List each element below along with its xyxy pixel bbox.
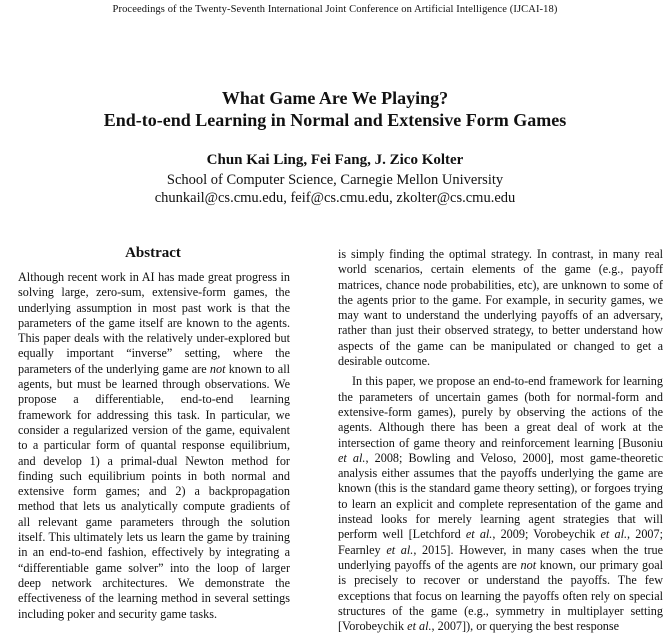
intro-paragraph-2: In this paper, we propose an end-to-end framework for learning the parameters of uncertain games (both for normal-form and extensive-form games), purely by observing the actions of the agents. Although there has been a great deal of work at the intersection of game theory and reinforcement learning [Busoniu et al., 2008; Bowling and Veloso, 2000], most game-theoretic analysis either assumes that the payoffs underlying the game are known (this is the standard game theory setting), or forgoes trying to learn an explicit and complete representation of the game and instead looks for merely learning agent strategies that will perform well [Letchford et al., 2009; Vorobeychik et al., 2007; Fearnley et al., 2015]. However, in many cases when the true underlying payoffs of the agents are not known, our primary goal is precisely to recover or understand the payoffs. The few exceptions that focus on learning the payoffs often rely on special structures of the game (e.g., symmetry in multiplayer setting [Vorobeychik et al., 2007]), or querying the best response xyxy=(338,374,663,634)
affiliation: School of Computer Science, Carnegie Mellon University xyxy=(166,172,504,188)
paper-title xyxy=(0,87,670,131)
abstract-heading: Abstract xyxy=(125,245,181,261)
title-line-1: What Game Are We Playing? xyxy=(221,88,449,108)
abstract-body xyxy=(18,270,290,622)
running-head: Proceedings of the Twenty-Seventh International Joint Conference on Artificial Intelligence (IJCAI-18) xyxy=(112,4,558,15)
introduction-column xyxy=(338,247,663,634)
intro-paragraph-1: is simply finding the optimal strategy. In contrast, in many real world scenarios, certain elements of the game (e.g., payoff matrices, chance node probabilities, etc), are unknown to some of the agents prior to the game. For example, in security games, we may want to understand the underlying payoffs of an adversary, rather than just their observed strategy, to better understand how aspects of the game can be manipulated or changed to get a desirable outcome. xyxy=(338,247,663,369)
author-emails: chunkail@cs.cmu.edu, feif@cs.cmu.edu, zkolter@cs.cmu.edu xyxy=(154,190,516,206)
authors: Chun Kai Ling, Fei Fang, J. Zico Kolter xyxy=(206,152,464,168)
title-line-2: End-to-end Learning in Normal and Extensive Form Games xyxy=(103,110,567,130)
abstract-paragraph: Although recent work in AI has made great progress in solving large, zero-sum, extensive-form games, the underlying assumption in most past work is that the parameters of the game itself are known to the agents. This paper deals with the relatively under-explored but equally important “inverse” setting, where the parameters of the underlying game are not known to all agents, but must be learned through observations. We propose a differentiable, end-to-end learning framework for addressing this task. In particular, we consider a regularized version of the game, equivalent to a particular form of quantal response equilibrium, and develop 1) a primal-dual Newton method for finding such equilibrium points in both normal and extensive form games; and 2) a backpropagation method that lets us analytically compute gradients of all relevant game parameters through the solution itself. This ultimately lets us learn the game by training in an end-to-end fashion, effectively by integrating a “differentiable game solver” into the loop of larger deep network architectures. We demonstrate the effectiveness of the learning method in several settings including poker and security game tasks. xyxy=(18,270,290,621)
